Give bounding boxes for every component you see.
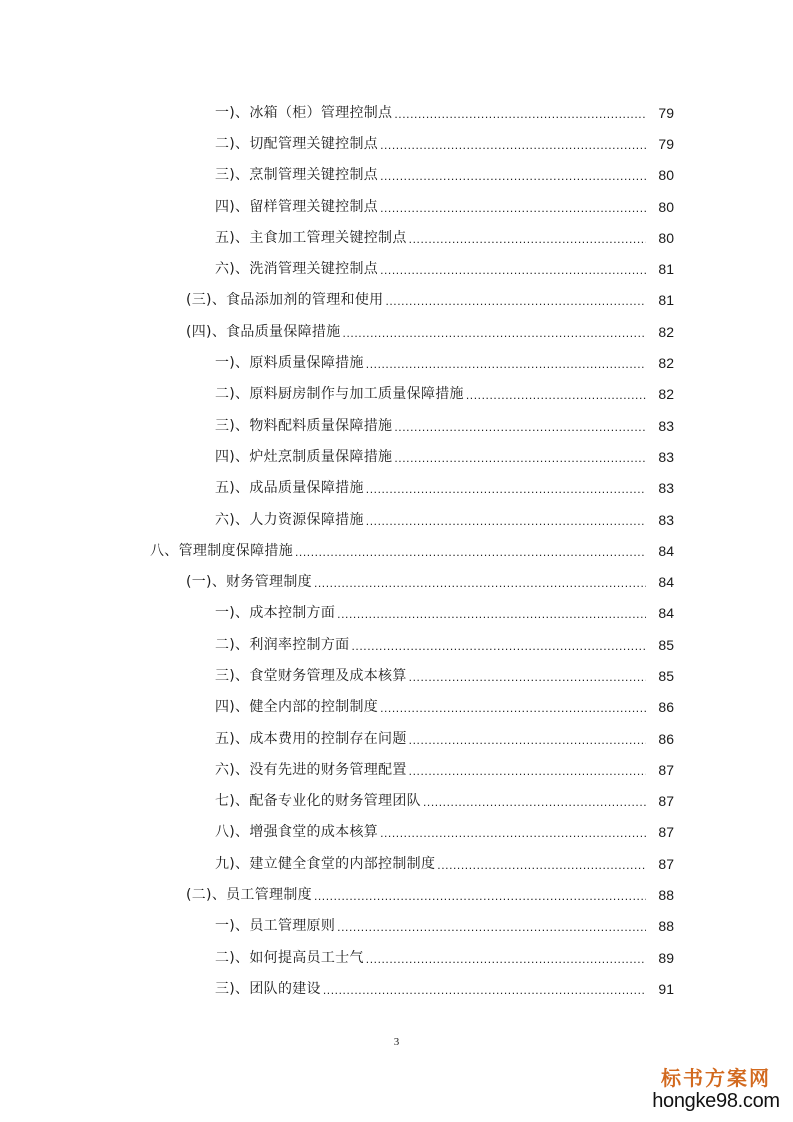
toc-entry-title: 七)、配备专业化的财务管理团队 [215, 793, 421, 810]
toc-entry[interactable] [0, 848, 793, 879]
toc-entry[interactable] [0, 128, 793, 159]
toc-entry[interactable] [0, 879, 793, 910]
toc-entry-title: 四)、健全内部的控制制度 [215, 699, 379, 716]
toc-entry[interactable] [0, 786, 793, 817]
toc-entry[interactable] [0, 347, 793, 378]
toc-entry[interactable] [0, 160, 793, 191]
toc-entry[interactable] [0, 723, 793, 754]
watermark-url: hongke98.com [652, 1090, 780, 1112]
toc-entry[interactable] [0, 598, 793, 629]
dot-leader [409, 670, 646, 684]
dot-leader [409, 733, 646, 747]
toc-entry[interactable] [0, 629, 793, 660]
dot-leader [351, 639, 646, 653]
toc-entry-title: 五)、主食加工管理关键控制点 [215, 229, 407, 246]
toc-entry-page-number: 83 [658, 448, 674, 465]
toc-entry-title: 六)、人力资源保障措施 [215, 511, 364, 528]
toc-entry[interactable] [0, 942, 793, 973]
toc-entry-title: 二)、切配管理关键控制点 [215, 135, 379, 152]
toc-entry-page-number: 88 [658, 887, 674, 904]
toc-entry-page-number: 91 [658, 980, 674, 997]
dot-leader [366, 514, 646, 528]
dot-leader [323, 983, 646, 997]
toc-entry[interactable] [0, 285, 793, 316]
toc-entry[interactable] [0, 535, 793, 566]
toc-entry-page-number: 83 [658, 511, 674, 528]
dot-leader [409, 764, 646, 778]
toc-entry[interactable] [0, 504, 793, 535]
toc-entry-title: 五)、成本费用的控制存在问题 [215, 730, 407, 747]
toc-entry-title: 四)、留样管理关键控制点 [215, 198, 379, 215]
page-number: 3 [393, 1036, 400, 1048]
toc-entry-page-number: 82 [658, 386, 674, 403]
toc-entry[interactable] [0, 817, 793, 848]
toc-entry[interactable] [0, 191, 793, 222]
toc-entry-page-number: 82 [658, 355, 674, 372]
toc-entry-title: 二)、如何提高员工士气 [215, 949, 364, 966]
toc-entry-title: 一)、冰箱（柜）管理控制点 [215, 104, 393, 121]
dot-leader [380, 826, 646, 840]
dot-leader [343, 326, 646, 340]
dot-leader [380, 169, 646, 183]
toc-entry-title: 八)、增强食堂的成本核算 [215, 824, 379, 841]
toc-entry-page-number: 80 [658, 229, 674, 246]
toc-entry-page-number: 84 [658, 605, 674, 622]
site-watermark [651, 1066, 781, 1112]
toc-entry[interactable] [0, 253, 793, 284]
toc-entry[interactable] [0, 316, 793, 347]
toc-entry-title: 二)、原料厨房制作与加工质量保障措施 [215, 386, 464, 403]
toc-entry-title: (一)、财务管理制度 [186, 574, 312, 591]
toc-entry[interactable] [0, 222, 793, 253]
toc-entry-page-number: 87 [658, 761, 674, 778]
toc-entry-page-number: 81 [658, 292, 674, 309]
toc-entry-title: 五)、成品质量保障措施 [215, 480, 364, 497]
toc-entry-title: 三)、物料配料质量保障措施 [215, 417, 393, 434]
dot-leader [366, 482, 646, 496]
toc-entry-page-number: 86 [658, 730, 674, 747]
toc-entry-page-number: 89 [658, 949, 674, 966]
dot-leader [337, 920, 646, 934]
toc-entry-title: 三)、食堂财务管理及成本核算 [215, 667, 407, 684]
toc-entry[interactable] [0, 660, 793, 691]
toc-entry-title: (四)、食品质量保障措施 [186, 323, 341, 340]
toc-entry-title: 四)、炉灶烹制质量保障措施 [215, 448, 393, 465]
watermark-brand: 标书方案网 [661, 1066, 771, 1090]
dot-leader [380, 263, 646, 277]
toc-entry-page-number: 84 [658, 574, 674, 591]
toc-entry[interactable] [0, 911, 793, 942]
toc-entry-page-number: 87 [658, 793, 674, 810]
toc-entry-page-number: 82 [658, 323, 674, 340]
toc-entry-title: 八、管理制度保障措施 [150, 542, 293, 559]
toc-entry[interactable] [0, 410, 793, 441]
toc-entry-page-number: 85 [658, 667, 674, 684]
dot-leader [295, 545, 646, 559]
toc-entry-title: (三)、食品添加剂的管理和使用 [186, 292, 384, 309]
toc-entry-title: 一)、原料质量保障措施 [215, 355, 364, 372]
toc-entry[interactable] [0, 754, 793, 785]
toc-entry-page-number: 86 [658, 699, 674, 716]
toc-entry-title: 三)、烹制管理关键控制点 [215, 167, 379, 184]
toc-entry-title: 一)、成本控制方面 [215, 605, 336, 622]
dot-leader [409, 232, 646, 246]
toc-entry-page-number: 80 [658, 167, 674, 184]
dot-leader [394, 107, 646, 121]
toc-entry-title: 六)、洗消管理关键控制点 [215, 261, 379, 278]
toc-entry[interactable] [0, 692, 793, 723]
toc-entry-page-number: 87 [658, 855, 674, 872]
toc-entry[interactable] [0, 441, 793, 472]
toc-entry-title: 一)、员工管理原则 [215, 918, 336, 935]
toc-entry-title: 三)、团队的建设 [215, 980, 321, 997]
toc-entry[interactable] [0, 566, 793, 597]
dot-leader [314, 889, 646, 903]
toc-entry-title: 九)、建立健全食堂的内部控制制度 [215, 855, 436, 872]
toc-entry-page-number: 88 [658, 918, 674, 935]
toc-entry-page-number: 83 [658, 480, 674, 497]
toc-entry-page-number: 84 [658, 542, 674, 559]
toc-entry[interactable] [0, 973, 793, 1004]
toc-entry-title: 六)、没有先进的财务管理配置 [215, 761, 407, 778]
toc-entry-page-number: 79 [658, 135, 674, 152]
dot-leader [394, 420, 646, 434]
toc-entry[interactable] [0, 473, 793, 504]
dot-leader [314, 576, 646, 590]
dot-leader [380, 201, 646, 215]
toc-entry-page-number: 79 [658, 104, 674, 121]
toc-entry-page-number: 83 [658, 417, 674, 434]
table-of-contents [0, 97, 793, 1005]
toc-entry[interactable] [0, 97, 793, 128]
dot-leader [423, 795, 646, 809]
dot-leader [437, 858, 646, 872]
dot-leader [394, 451, 646, 465]
dot-leader [466, 388, 646, 402]
toc-entry-page-number: 81 [658, 261, 674, 278]
toc-entry-title: 二)、利润率控制方面 [215, 636, 350, 653]
toc-entry-page-number: 80 [658, 198, 674, 215]
toc-entry-title: (二)、员工管理制度 [186, 887, 312, 904]
dot-leader [380, 701, 646, 715]
toc-entry-page-number: 85 [658, 636, 674, 653]
dot-leader [366, 952, 646, 966]
dot-leader [366, 357, 646, 371]
dot-leader [385, 294, 646, 308]
dot-leader [337, 607, 646, 621]
dot-leader [380, 138, 646, 152]
toc-entry[interactable] [0, 379, 793, 410]
toc-entry-page-number: 87 [658, 824, 674, 841]
